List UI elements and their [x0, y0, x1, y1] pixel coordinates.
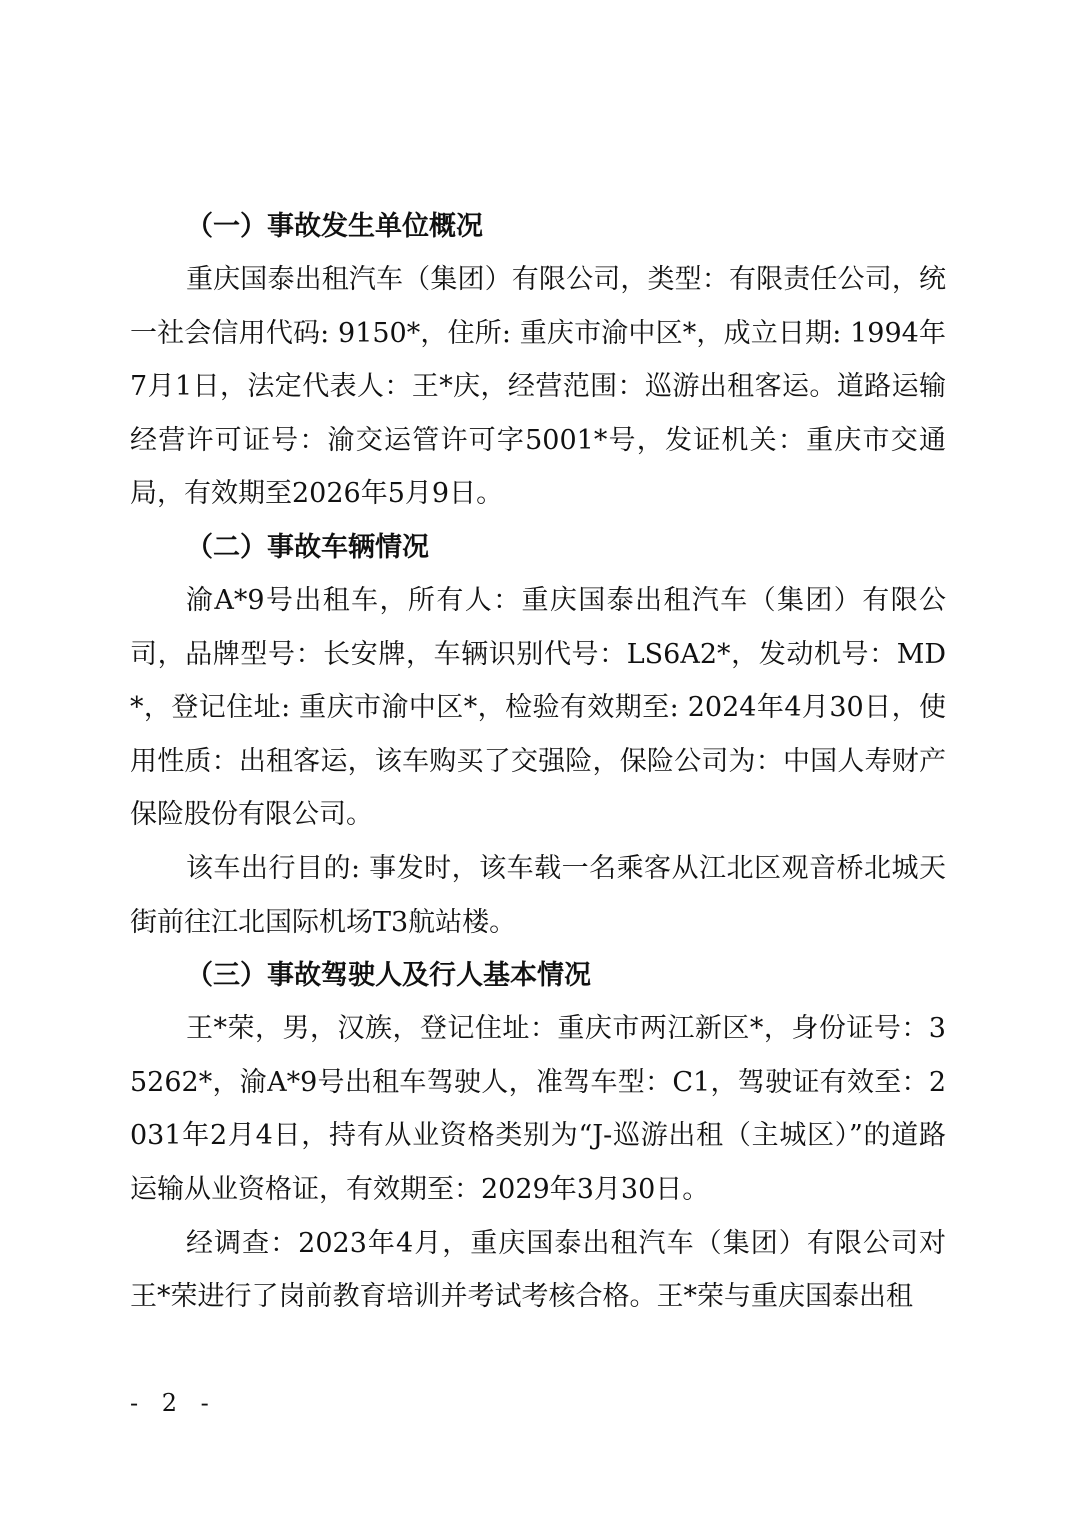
section-3-paragraph-1: 王*荣，男，汉族，登记住址：重庆市两江新区*，身份证号：35262*，渝A*9号出租车驾驶人，准驾车型：C1，驾驶证有效至：2031年2月4日，持有从业资格类别为“J-巡游出租（主城区）”的道路运输从业资格证，有效期至：2029年3月30日。	[130, 1013, 946, 1205]
section-2-paragraph-2: 该车出行目的: 事发时，该车载一名乘客从江北区观音桥北城天街前往江北国际机场T3航站楼。	[130, 852, 946, 938]
section-heading-2: （二）事故车辆情况	[186, 531, 429, 563]
section-2-paragraph-1: 渝A*9号出租车，所有人：重庆国泰出租汽车（集团）有限公司，品牌型号：长安牌，车辆识别代号：LS6A2*，发动机号：MD*，登记住址: 重庆市渝中区*，检验有效期至: 2024年4月30日，使用性质：出租客运，该车购买了交强险，保险公司为：中国人寿财产保险股份有限公司。	[130, 584, 946, 831]
page-number: - 2 -	[130, 1389, 217, 1417]
document-body	[130, 200, 946, 1324]
section-3-paragraph-2: 经调查：2023年4月，重庆国泰出租汽车（集团）有限公司对王*荣进行了岗前教育培训并考试考核合格。王*荣与重庆国泰出租	[130, 1227, 946, 1313]
section-heading-1: （一）事故发生单位概况	[186, 211, 483, 242]
section-1-paragraph-1: 重庆国泰出租汽车（集团）有限公司，类型：有限责任公司，统一社会信用代码: 9150*，住所: 重庆市渝中区*，成立日期: 1994年7月1日，法定代表人：王*庆，经营范围：巡游出租客运。道路运输经营许可证号：渝交运管许可字5001*号，发证机关：重庆市交通局，有效期至2026年5月9日。	[130, 264, 946, 510]
section-heading-3: （三）事故驾驶人及行人基本情况	[186, 960, 591, 992]
